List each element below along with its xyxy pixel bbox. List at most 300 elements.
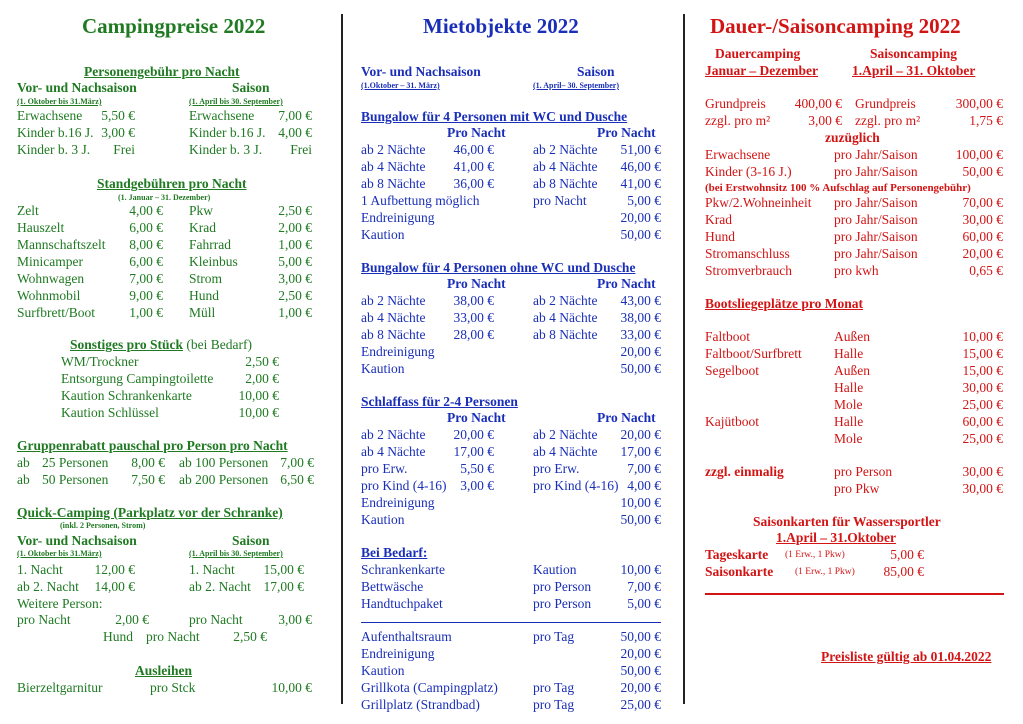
ausleihen-unit: pro Stck — [150, 680, 196, 695]
stand-row — [0, 220, 340, 237]
aufenthalt-row — [342, 697, 682, 714]
item-unit: pro Jahr/Saison — [834, 246, 918, 261]
item-price: 1,75 € — [969, 113, 1003, 128]
item-price: 30,00 € — [962, 212, 1003, 227]
item-label: Wohnwagen — [17, 271, 85, 286]
ausleihen-heading: Ausleihen — [135, 663, 193, 678]
mietobjekte-column — [342, 0, 682, 724]
item-price: 10,00 € — [620, 562, 661, 577]
item-price: 20,00 € — [620, 427, 661, 442]
item-price: 4,00 € — [627, 478, 661, 493]
stand-row — [0, 305, 340, 322]
aufenthalt-divider — [361, 622, 661, 623]
saisoncamping-range: 1.April – 31. Oktober — [852, 63, 976, 78]
item-note: (1 Erw., 1 Pkw) — [785, 550, 845, 560]
dauercamping-range: Januar – Dezember — [705, 63, 818, 78]
item-price: 14,00 € — [94, 579, 135, 594]
item-price: 5,00 € — [890, 547, 924, 562]
item-price: 10,00 € — [962, 329, 1003, 344]
item-label: ab 4 Nächte — [533, 444, 598, 459]
bootsliegeplatz-row — [684, 363, 1023, 380]
item-label: Pkw/2.Wohneinheit — [705, 195, 812, 210]
aufenthalt-row — [342, 680, 682, 697]
item-label: Mannschaftszelt — [17, 237, 106, 252]
schlaffass-row — [342, 427, 682, 444]
item-price: 7,00 € — [627, 579, 661, 594]
item-unit: pro Jahr/Saison — [834, 147, 918, 162]
zuzueglich-row — [684, 246, 1023, 263]
item-label: ab 100 Personen — [179, 455, 269, 470]
person-offseason-head: Vor- und Nachsaison — [17, 80, 137, 95]
item-label: ab 4 Nächte — [533, 159, 598, 174]
zuzueglich-row — [684, 212, 1023, 229]
bootsliegeplatz-row — [684, 380, 1023, 397]
item-label: Endreinigung — [361, 495, 435, 510]
campingpreise-title: Campingpreise 2022 — [82, 14, 266, 38]
quick-offseason-sub: (1. Oktober bis 31.März) — [17, 549, 102, 558]
item-label: Strom — [189, 271, 223, 286]
hund-row — [0, 629, 340, 646]
quick-season-sub: (1. April bis 30. September) — [189, 549, 283, 558]
item-price: 10,00 € — [238, 388, 279, 403]
standgebuehren-heading: Standgebühren pro Nacht — [97, 176, 247, 191]
item-label: Pkw — [189, 203, 214, 218]
item-label: Kinder b. 3 J. — [17, 142, 91, 157]
item-price: 15,00 € — [962, 346, 1003, 361]
quick-offseason-head: Vor- und Nachsaison — [17, 533, 137, 548]
item-label: 1 Aufbettung möglich — [361, 193, 480, 208]
item-price: 30,00 € — [962, 464, 1003, 479]
item-price: 50,00 € — [962, 164, 1003, 179]
dauercamping-head: Dauercamping — [715, 46, 801, 61]
item-unit: pro Jahr/Saison — [834, 195, 918, 210]
sonstiges-heading-extra: (bei Bedarf) — [186, 337, 252, 352]
bungalow-wc-row — [342, 142, 682, 159]
bei-bedarf-heading: Bei Bedarf: — [361, 545, 428, 560]
item-price: 17,00 € — [620, 444, 661, 459]
wassersportler-heading: Saisonkarten für Wassersportler — [753, 514, 941, 529]
bootsliegeplatz-row — [684, 414, 1023, 431]
item-unit: pro kwh — [834, 263, 879, 278]
sonstiges-row — [0, 371, 340, 388]
item-price: 20,00 € — [620, 646, 661, 661]
quick-row — [0, 579, 340, 596]
wassersportler-divider — [705, 593, 1004, 595]
item-price: 2,00 € — [278, 220, 312, 235]
item-label: Hund — [189, 288, 219, 303]
zuzueglich-row — [684, 229, 1023, 246]
item-label: ab 4 Nächte — [361, 444, 426, 459]
item-unit: Halle — [834, 380, 864, 395]
zuzueglich-row — [684, 164, 1023, 181]
item-label: Kinder b. 3 J. — [189, 142, 263, 157]
erstwohnsitz-note: (bei Erstwohnsitz 100 % Aufschlag auf Personengebühr) — [705, 182, 971, 194]
item-label: ab 2. Nacht — [17, 579, 79, 594]
item-price: 50,00 € — [620, 663, 661, 678]
item-label: ab 2 Nächte — [533, 293, 598, 308]
item-label: Kajütboot — [705, 414, 759, 429]
item-price: 50,00 € — [620, 361, 661, 376]
item-label: Wohnmobil — [17, 288, 81, 303]
item-label: ab 200 Personen — [179, 472, 269, 487]
item-price: 20,00 € — [620, 680, 661, 695]
item-price: 41,00 € — [620, 176, 661, 191]
aufenthalt-row — [342, 629, 682, 646]
item-label: 1. Nacht — [17, 562, 63, 577]
item-label: pro Erw. — [533, 461, 580, 476]
sonstiges-row — [0, 405, 340, 422]
gruppen-row — [0, 455, 340, 472]
person-season-sub: (1. April bis 30. September) — [189, 97, 283, 106]
item-unit: pro Tag — [533, 680, 575, 695]
item-label: Bettwäsche — [361, 579, 424, 594]
item-label: zzgl. pro m² — [705, 113, 771, 128]
ausleihen-row — [0, 680, 340, 697]
item-price: 17,00 € — [263, 579, 304, 594]
einmalig-row — [684, 464, 1023, 481]
weitere-offseason-price: 2,00 € — [115, 612, 149, 627]
item-label: Hund — [705, 229, 735, 244]
zuzueglich-row — [684, 195, 1023, 212]
item-price: 25,00 € — [962, 431, 1003, 446]
item-price: 7,00 € — [280, 455, 314, 470]
item-unit: Halle — [834, 346, 864, 361]
grundpreis-row — [684, 113, 1023, 130]
item-price: 25,00 € — [962, 397, 1003, 412]
item-label: Müll — [189, 305, 216, 320]
item-label: Endreinigung — [361, 344, 435, 359]
einmalig-row — [684, 481, 1023, 498]
bungalow-ohne-pn-right: Pro Nacht — [597, 276, 656, 291]
bungalow-ohne-row — [342, 361, 682, 378]
bedarf-row — [342, 562, 682, 579]
item-label: Kaution Schlüssel — [61, 405, 159, 420]
item-price: 20,00 € — [620, 210, 661, 225]
item-price: 41,00 € — [453, 159, 494, 174]
item-label: pro Nacht — [533, 193, 587, 208]
item-label: Grillplatz (Strandbad) — [361, 697, 480, 712]
weitere-season-label: pro Nacht — [189, 612, 243, 627]
wassersportler-range: 1.April – 31.Oktober — [776, 530, 896, 545]
item-label: Kaution — [361, 227, 405, 242]
item-label: Kaution — [361, 512, 405, 527]
bungalow-ohne-row — [342, 310, 682, 327]
sonstiges-heading — [70, 337, 252, 354]
item-price: 38,00 € — [620, 310, 661, 325]
item-price: 85,00 € — [883, 564, 924, 579]
item-label: Fahrrad — [189, 237, 231, 252]
schlaffass-row — [342, 444, 682, 461]
schlaffass-row — [342, 478, 682, 495]
item-label: Surfbrett/Boot — [17, 305, 95, 320]
item-price: Frei — [113, 142, 135, 157]
item-price: 50,00 € — [620, 227, 661, 242]
item-label: ab 2 Nächte — [361, 142, 426, 157]
item-price: 5,50 € — [460, 461, 494, 476]
item-price: 33,00 € — [453, 310, 494, 325]
item-price: 38,00 € — [453, 293, 494, 308]
item-price: 3,00 € — [101, 125, 135, 140]
item-price: 3,00 € — [278, 271, 312, 286]
bungalow-wc-row — [342, 176, 682, 193]
quick-camping-sub: (inkl. 2 Personen, Strom) — [60, 521, 146, 530]
miet-season-sub: (1. April– 30. September) — [533, 81, 619, 90]
item-price: 7,00 € — [129, 271, 163, 286]
item-note: (1 Erw., 1 Pkw) — [795, 567, 855, 577]
item-label: Stromanschluss — [705, 246, 790, 261]
item-price: 5,00 € — [627, 596, 661, 611]
schlaffass-pn-right: Pro Nacht — [597, 410, 656, 425]
item-price: 3,00 € — [808, 113, 842, 128]
dauercamping-column — [684, 0, 1023, 724]
item-price: 17,00 € — [453, 444, 494, 459]
zuzueglich-row — [684, 147, 1023, 164]
item-label: Erwachsene — [17, 108, 83, 123]
bungalow-ohne-row — [342, 344, 682, 361]
item-label: pro Kind (4-16) — [533, 478, 619, 493]
bootsliegeplatz-row — [684, 431, 1023, 448]
person-row — [0, 142, 340, 159]
item-price: 46,00 € — [453, 142, 494, 157]
item-price: 50,00 € — [620, 629, 661, 644]
weitere-person-label: Weitere Person: — [17, 596, 103, 611]
quick-season-head: Saison — [232, 533, 270, 548]
item-label: ab 8 Nächte — [361, 176, 426, 191]
item-price: 6,00 € — [129, 254, 163, 269]
item-label: zzgl. pro m² — [855, 113, 921, 128]
gruppenrabatt-heading: Gruppenrabatt pauschal pro Person pro Nacht — [17, 438, 288, 453]
bedarf-row — [342, 596, 682, 613]
item-label: Schrankenkarte — [361, 562, 445, 577]
item-price: 8,00 € — [129, 237, 163, 252]
item-label: Aufenthaltsraum — [361, 629, 452, 644]
item-price: 15,00 € — [962, 363, 1003, 378]
hund-price: 2,50 € — [233, 629, 267, 644]
sonstiges-heading-text: Sonstiges pro Stück — [70, 337, 184, 352]
item-price: 30,00 € — [962, 380, 1003, 395]
item-label: ab 2 Nächte — [361, 293, 426, 308]
item-unit: pro Jahr/Saison — [834, 164, 918, 179]
schlaffass-row — [342, 461, 682, 478]
item-price: 8,00 € — [131, 455, 165, 470]
schlaffass-row — [342, 512, 682, 529]
item-price: 20,00 € — [620, 344, 661, 359]
item-label: Minicamper — [17, 254, 83, 269]
zuzueglich-row — [684, 263, 1023, 280]
item-price: 2,50 € — [245, 354, 279, 369]
item-price: 4,00 € — [129, 203, 163, 218]
item-price: 3,00 € — [460, 478, 494, 493]
item-price: 2,50 € — [278, 288, 312, 303]
item-price: 15,00 € — [263, 562, 304, 577]
item-label: ab 4 Nächte — [361, 310, 426, 325]
item-price: 2,00 € — [245, 371, 279, 386]
item-label: Handtuchpaket — [361, 596, 443, 611]
item-label: Zelt — [17, 203, 39, 218]
item-label: ab 2. Nacht — [189, 579, 251, 594]
item-label: Entsorgung Campingtoilette — [61, 371, 214, 386]
person-row — [0, 125, 340, 142]
ausleihen-price: 10,00 € — [271, 680, 312, 695]
item-label: Kinder b.16 J. — [17, 125, 94, 140]
item-label: Faltboot — [705, 329, 751, 344]
bungalow-wc-row — [342, 210, 682, 227]
stand-row — [0, 203, 340, 220]
stand-row — [0, 271, 340, 288]
item-unit: Außen — [834, 363, 870, 378]
wassersportler-row — [684, 564, 1023, 581]
item-label: Krad — [705, 212, 732, 227]
person-offseason-sub: (1. Oktober bis 31.März) — [17, 97, 102, 106]
bungalow-ohne-row — [342, 293, 682, 310]
item-price: 9,00 € — [129, 288, 163, 303]
schlaffass-heading: Schlaffass für 2-4 Personen — [361, 394, 518, 409]
item-label: Saisonkarte — [705, 564, 774, 579]
item-price: 10,00 € — [620, 495, 661, 510]
bungalow-ohne-row — [342, 327, 682, 344]
bungalow-wc-pn-right: Pro Nacht — [597, 125, 656, 140]
weitere-offseason-label: pro Nacht — [17, 612, 71, 627]
ausleihen-item: Bierzeltgarnitur — [17, 680, 103, 695]
hund-unit: pro Nacht — [146, 629, 200, 644]
item-unit: pro Tag — [533, 697, 575, 712]
item-label: Kleinbus — [189, 254, 238, 269]
item-price: 28,00 € — [453, 327, 494, 342]
hund-label: Hund — [103, 629, 133, 644]
item-label: Hauszelt — [17, 220, 65, 235]
item-price: 300,00 € — [955, 96, 1003, 111]
item-price: 46,00 € — [620, 159, 661, 174]
item-prefix: ab — [17, 455, 30, 470]
item-label: ab 2 Nächte — [533, 142, 598, 157]
item-label: WM/Trockner — [61, 354, 139, 369]
sonstiges-row — [0, 354, 340, 371]
bungalow-wc-row — [342, 227, 682, 244]
bungalow-wc-heading: Bungalow für 4 Personen mit WC und Dusche — [361, 109, 628, 124]
dauercamping-title: Dauer-/Saisoncamping 2022 — [710, 14, 961, 38]
item-label: 1. Nacht — [189, 562, 235, 577]
item-unit: Außen — [834, 329, 870, 344]
item-price: 25,00 € — [620, 697, 661, 712]
item-unit: pro Person — [533, 579, 592, 594]
item-price: 7,00 € — [278, 108, 312, 123]
item-unit: pro Tag — [533, 629, 575, 644]
item-price: 60,00 € — [962, 229, 1003, 244]
bootsliegeplaetze-heading: Bootsliegeplätze pro Monat — [705, 296, 863, 311]
item-price: Frei — [290, 142, 312, 157]
item-unit: Kaution — [533, 562, 577, 577]
aufenthalt-row — [342, 646, 682, 663]
item-label: pro Kind (4-16) — [361, 478, 447, 493]
wassersportler-row — [684, 547, 1023, 564]
item-label: ab 8 Nächte — [533, 327, 598, 342]
schlaffass-pn-left: Pro Nacht — [447, 410, 506, 425]
item-label: Kaution — [361, 361, 405, 376]
item-price: 43,00 € — [620, 293, 661, 308]
person-row — [0, 108, 340, 125]
item-unit: Halle — [834, 414, 864, 429]
bungalow-wc-row — [342, 193, 682, 210]
weitere-season-price: 3,00 € — [278, 612, 312, 627]
item-label: ab 4 Nächte — [361, 159, 426, 174]
schlaffass-row — [342, 495, 682, 512]
item-price: 7,00 € — [627, 461, 661, 476]
bungalow-wc-row — [342, 159, 682, 176]
item-price: 4,00 € — [278, 125, 312, 140]
item-unit: pro Person — [834, 464, 893, 479]
miet-offseason-head: Vor- und Nachsaison — [361, 64, 481, 79]
item-label: Kaution — [361, 663, 405, 678]
item-label: Endreinigung — [361, 646, 435, 661]
quick-camping-heading: Quick-Camping (Parkplatz vor der Schranke) — [17, 505, 283, 520]
stand-row — [0, 288, 340, 305]
item-price: 100,00 € — [955, 147, 1003, 162]
weitere-pro-nacht-row — [0, 612, 340, 629]
item-price: 1,00 € — [278, 305, 312, 320]
bootsliegeplatz-row — [684, 346, 1023, 363]
stand-row — [0, 237, 340, 254]
item-label: Krad — [189, 220, 216, 235]
item-price: 20,00 € — [962, 246, 1003, 261]
mietobjekte-title: Mietobjekte 2022 — [423, 14, 579, 38]
item-label: Endreinigung — [361, 210, 435, 225]
item-price: 400,00 € — [794, 96, 842, 111]
item-price: 6,50 € — [280, 472, 314, 487]
miet-season-head: Saison — [577, 64, 615, 79]
item-price: 51,00 € — [620, 142, 661, 157]
bungalow-ohne-pn-left: Pro Nacht — [447, 276, 506, 291]
item-label: Segelboot — [705, 363, 759, 378]
campingpreise-column — [0, 0, 340, 724]
item-unit: Mole — [834, 397, 863, 412]
item-unit: Mole — [834, 431, 863, 446]
item-unit: pro Jahr/Saison — [834, 229, 918, 244]
item-price: 6,00 € — [129, 220, 163, 235]
bedarf-row — [342, 579, 682, 596]
grundpreis-row — [684, 96, 1023, 113]
item-label: Kinder (3-16 J.) — [705, 164, 792, 179]
item-prefix: ab — [17, 472, 30, 487]
item-label: Kinder b.16 J. — [189, 125, 266, 140]
item-price: 2,50 € — [278, 203, 312, 218]
miet-offseason-sub: (1.Oktober – 31. März) — [361, 81, 440, 90]
item-price: 30,00 € — [962, 481, 1003, 496]
zuzueglich-label: zuzüglich — [825, 130, 880, 145]
preisliste-gueltig: Preisliste gültig ab 01.04.2022 — [821, 649, 992, 664]
item-price: 1,00 € — [129, 305, 163, 320]
standgebuehren-sub: (1. Januar – 31. Dezember) — [118, 193, 211, 202]
item-label: Tageskarte — [705, 547, 769, 562]
item-price: 12,00 € — [94, 562, 135, 577]
item-price: 0,65 € — [969, 263, 1003, 278]
item-label: Erwachsene — [189, 108, 255, 123]
item-unit: pro Person — [533, 596, 592, 611]
item-price: 33,00 € — [620, 327, 661, 342]
einmalig-label: zzgl. einmalig — [705, 464, 784, 479]
item-label: Grundpreis — [855, 96, 916, 111]
item-label: pro Erw. — [361, 461, 408, 476]
item-label: ab 4 Nächte — [533, 310, 598, 325]
bungalow-wc-pn-left: Pro Nacht — [447, 125, 506, 140]
item-label: ab 2 Nächte — [361, 427, 426, 442]
item-price: 5,50 € — [101, 108, 135, 123]
quick-row — [0, 562, 340, 579]
saisoncamping-head: Saisoncamping — [870, 46, 958, 61]
item-price: 5,00 € — [627, 193, 661, 208]
item-label: ab 8 Nächte — [361, 327, 426, 342]
item-price: 1,00 € — [278, 237, 312, 252]
gruppen-row — [0, 472, 340, 489]
